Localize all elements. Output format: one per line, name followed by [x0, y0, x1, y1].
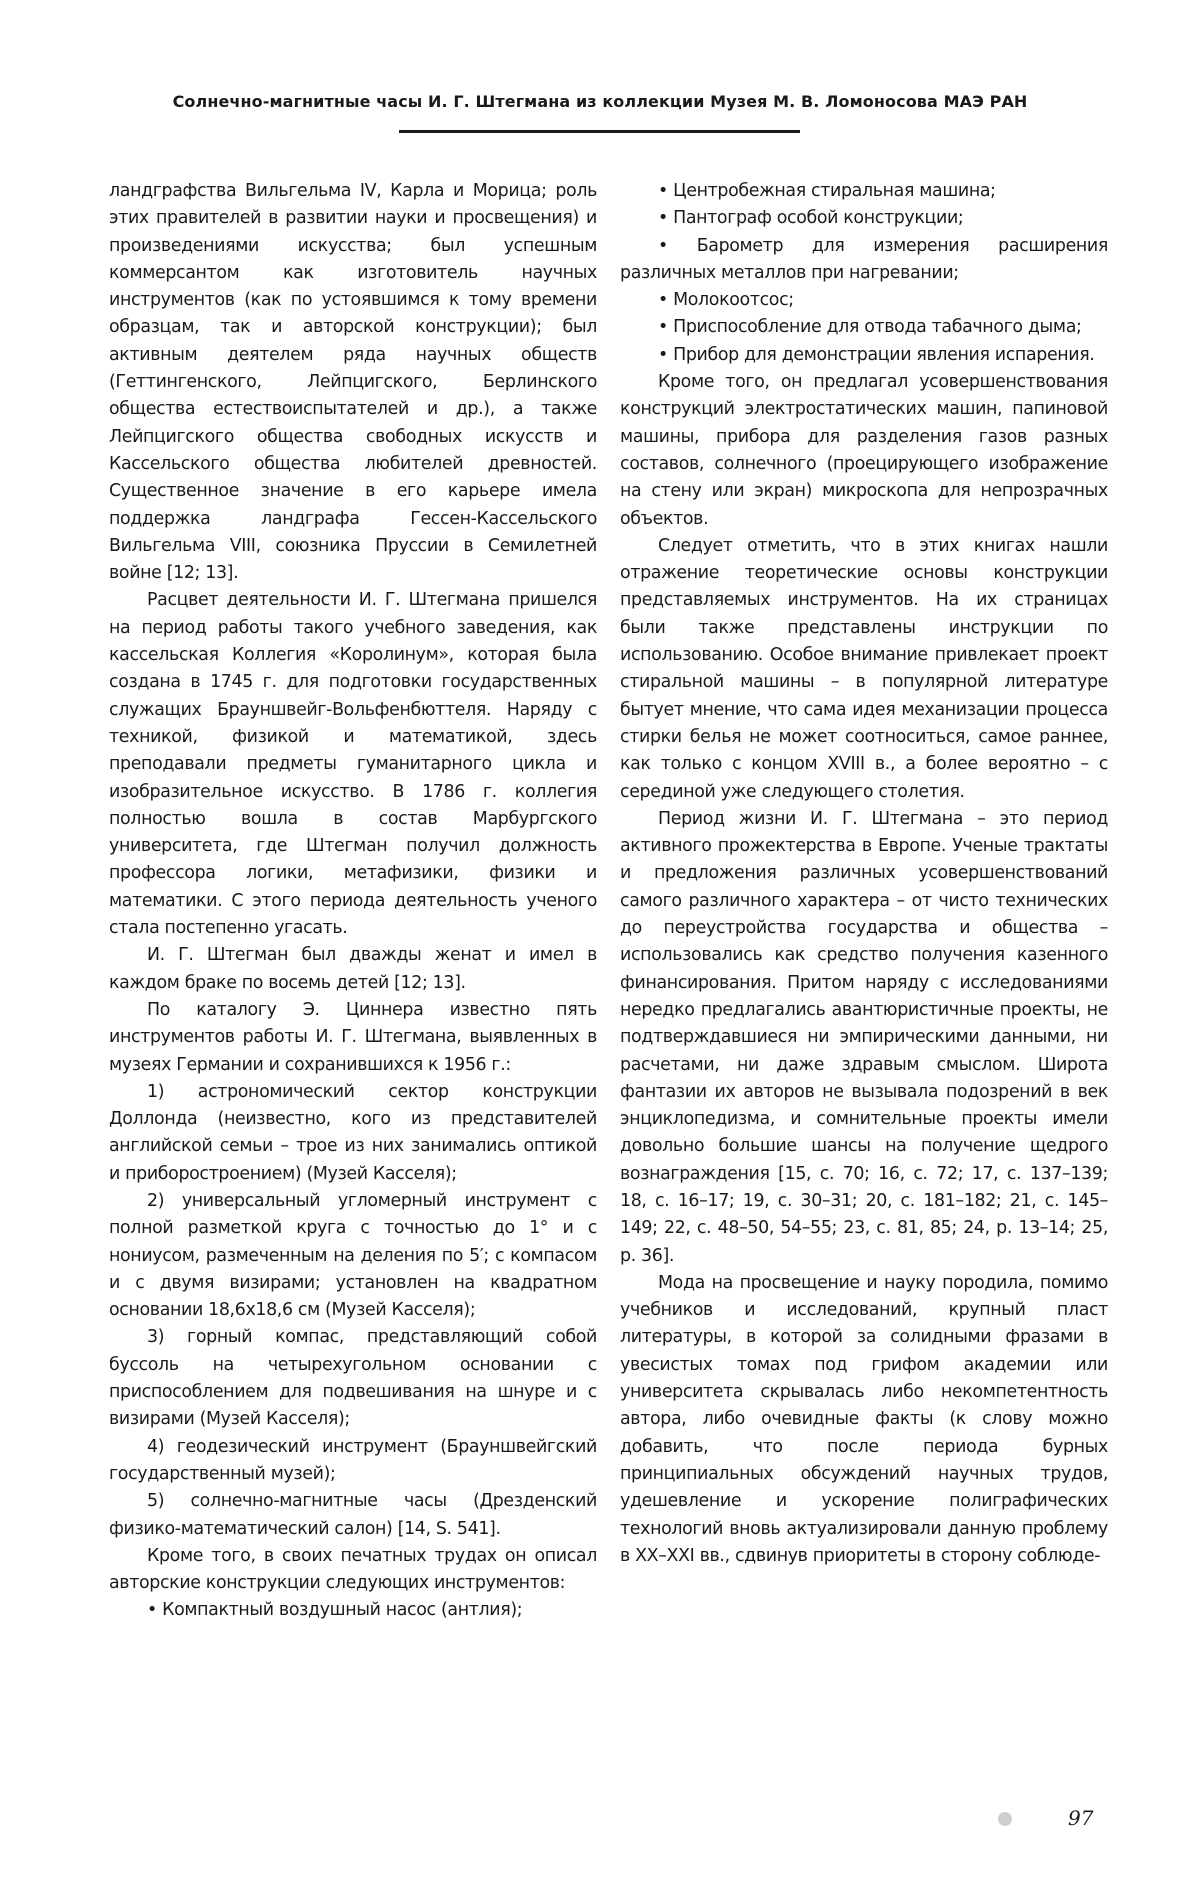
running-title: Солнечно-магнитные часы И. Г. Штегмана из коллекции Музея М. В. Ломоносова МАЭ РАН	[172, 92, 1028, 111]
header-rule	[399, 130, 800, 133]
numbered-item: 1) астрономический сектор конструкции Доллонда (неизвестно, кого из представителей английской семьи – трое из них занимались оптикой и приборостроением) (Музей Касселя);	[109, 1081, 597, 1184]
bullet-item: • Прибор для демонстрации явления испарения.	[658, 344, 1095, 365]
numbered-item: 5) солнечно-магнитные часы (Дрезденский физико-математический салон) [14, S. 541].	[109, 1491, 597, 1539]
bullet-item: • Молокоотсос;	[658, 290, 794, 311]
paragraph: И. Г. Штегман был дважды женат и имел в каждом браке по восемь детей [12; 13].	[109, 945, 597, 993]
bullet-item: • Центробежная стиральная машина;	[658, 181, 996, 201]
paragraph: Период жизни И. Г. Штегмана – это период активного прожектерства в Европе. Ученые трактаты и предложения различных усовершенствований самого различного характера – от чисто технических до переустройства государства и общества – использовались как средство получения казенного финансирования. Притом наряду с исследованиями нередко предлагались авантюристичные проекты, не подтверждавшиеся ни эмпирическими данными, ни расчетами, ни даже здравым смыслом. Широта фантазии их авторов не вызывала подозрений в век энциклопедизма, и сомнительные проекты имели довольно большие шансы на получение щедрого вознаграждения [15, с. 70; 16, с. 72; 17, с. 137–139; 18, с. 16–17; 19, с. 30–31; 20, с. 181–182; 21, с. 145–149; 22, с. 48–50, 54–55; 23, с. 81, 85; 24, р. 13–14; 25, р. 36].	[620, 808, 1108, 1266]
paragraph: ландграфства Вильгельма IV, Карла и Морица; роль этих правителей в развитии науки и просвещения) и произведениями искусства; был успешным коммерсантом как изготовитель научных инструментов (как по устоявшимся к тому времени образцам, так и авторской конструкции); был активным деятелем ряда научных обществ (Геттингенского, Лейпцигского, Берлинского общества естествоиспытателей и др.), а также Лейпцигского общества свободных искусств и Кассельского общества любителей древностей. Существенное значение в его карьере имела поддержка ландграфа Гессен-Кассельского Вильгельма VIII, союзника Пруссии в Семилетней войне [12; 13].	[109, 181, 597, 584]
paragraph: Кроме того, он предлагал усовершенствования конструкций электростатических машин, папиновой машины, прибора для разделения газов разных составов, солнечного (проецирующего изображение на стену или экран) микроскопа для непрозрачных объектов.	[620, 372, 1108, 529]
right-column	[620, 178, 1108, 1570]
numbered-item: 3) горный компас, представляющий собой буссоль на четырехугольном основании с приспособлением для подвешивания на шнуре и с визирами (Музей Касселя);	[109, 1327, 597, 1430]
page-number: 97	[1068, 1806, 1094, 1830]
bullet-item: • Барометр для измерения расширения различных металлов при нагревании;	[620, 235, 1108, 283]
paragraph: Кроме того, в своих печатных трудах он описал авторские конструкции следующих инструментов:	[109, 1545, 597, 1594]
numbered-item: 4) геодезический инструмент (Брауншвейгский государственный музей);	[109, 1436, 597, 1484]
paragraph: Расцвет деятельности И. Г. Штегмана пришелся на период работы такого учебного заведения, как кассельская Коллегия «Королинум», которая была создана в 1745 г. для подготовки государственных служащих Брауншвейг-Вольфенбюттеля. Наряду с техникой, физикой и математикой, здесь преподавали предметы гуманитарного цикла и изобразительное искусство. В 1786 г. коллегия полностью вошла в состав Марбургского университета, где Штегман получил должность профессора логики, метафизики, физики и математики. С этого периода деятельность ученого стала постепенно угасать.	[109, 590, 597, 939]
bullet-item: • Пантограф особой конструкции;	[658, 208, 964, 229]
bullet-item: • Компактный воздушный насос (антлия);	[147, 1600, 523, 1621]
bullet-item: • Приспособление для отвода табачного дыма;	[658, 317, 1082, 338]
paragraph: Мода на просвещение и науку породила, помимо учебников и исследований, крупный пласт литературы, в которой за солидными фразами в увесистых томах под грифом академии или университета скрывалась либо некомпетентность автора, либо очевидные факты (к слову можно добавить, что после периода бурных принципиальных обсуждений научных трудов, удешевление и ускорение полиграфических технологий вновь актуализировали данную проблему в XX–XXI вв., сдвинув приоритеты в сторону соблюде-	[620, 1272, 1108, 1566]
paragraph: Следует отметить, что в этих книгах нашли отражение теоретические основы конструкции представляемых инструментов. На их страницах были также представлены инструкции по использованию. Особое внимание привлекает проект стиральной машины – в популярной литературе бытует мнение, что сама идея механизации процесса стирки белья не может соотноситься, самое раннее, как только с концом XVIII в., а более вероятно – с серединой уже следующего столетия.	[620, 535, 1108, 802]
paragraph: По каталогу Э. Циннера известно пять инструментов работы И. Г. Штегмана, выявленных в музеях Германии и сохранившихся к 1956 г.:	[109, 999, 597, 1075]
footer-dot-icon	[998, 1812, 1012, 1826]
numbered-item: 2) универсальный угломерный инструмент с полной разметкой круга с точностью до 1° и с нониусом, размеченным на деления по 5′; с компасом и с двумя визирами; установлен на квадратном основании 18,6х18,6 см (Музей Касселя);	[109, 1190, 597, 1321]
left-column	[109, 178, 597, 1625]
